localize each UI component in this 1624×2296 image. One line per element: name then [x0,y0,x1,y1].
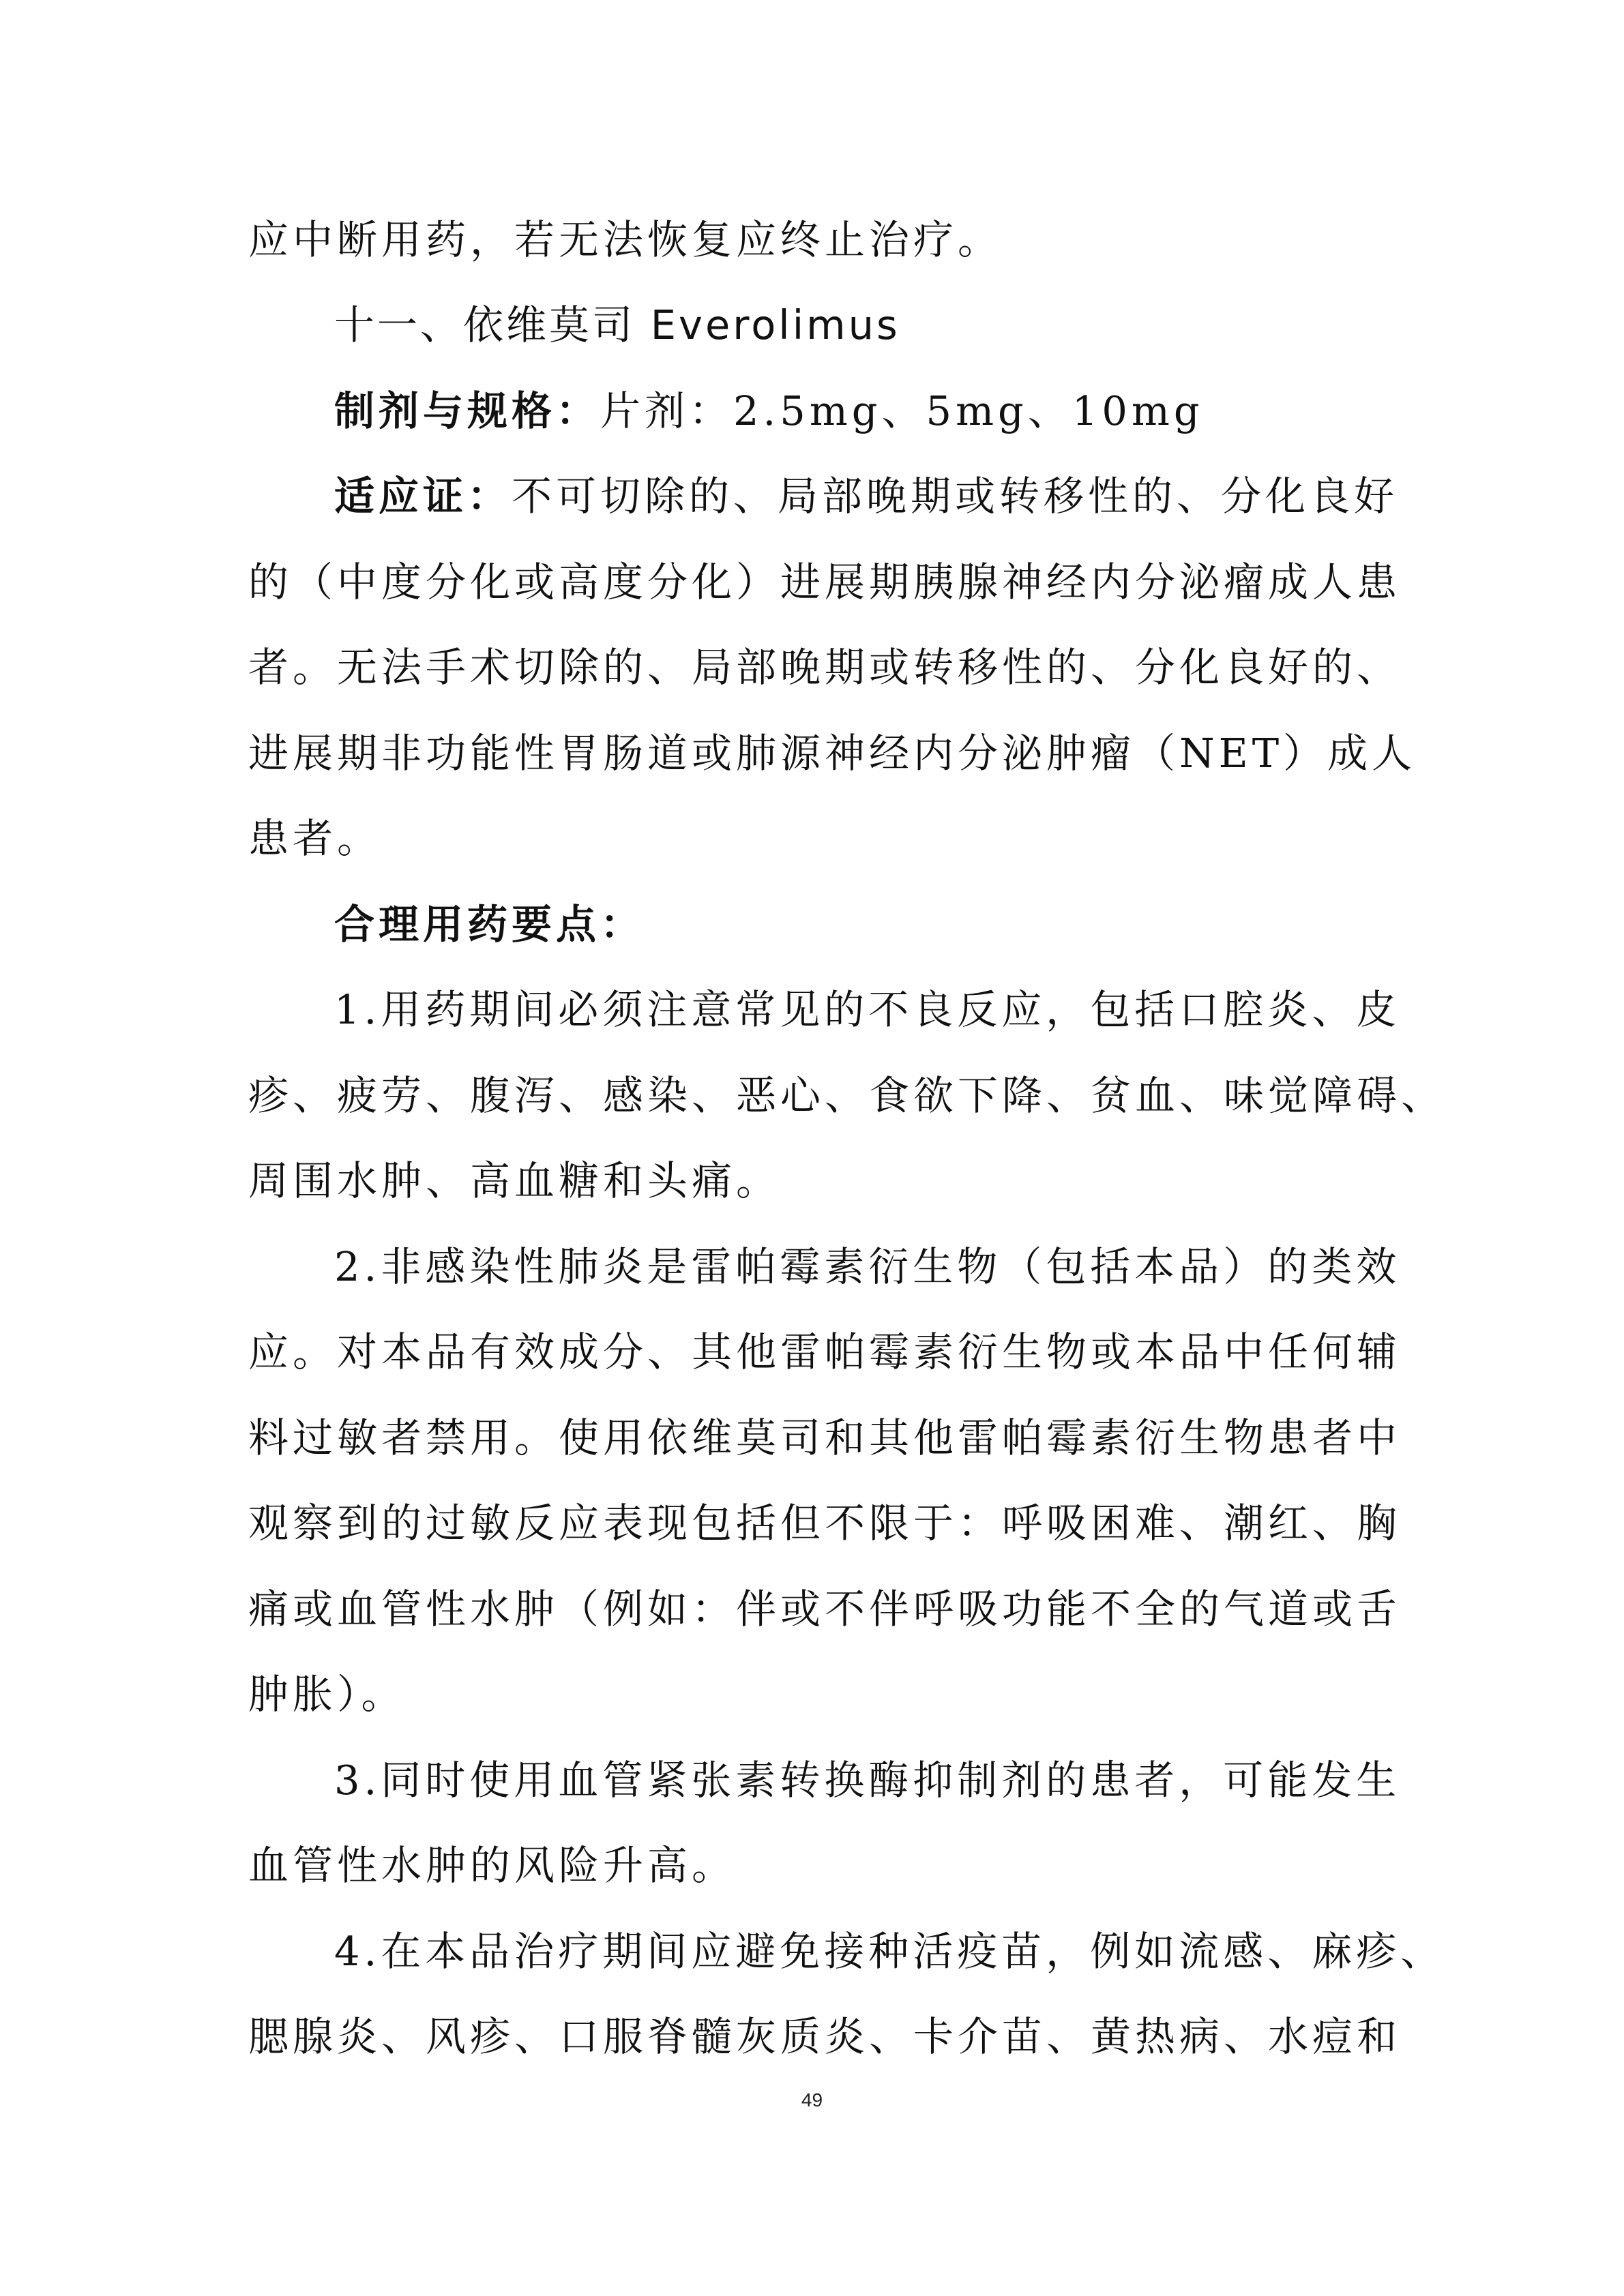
text-line: 应。对本品有效成分、其他雷帕霉素衍生物或本品中任何辅 [248,1328,1402,1375]
page-number: 49 [801,2089,823,2111]
text-line: 4.在本品治疗期间应避免接种活疫苗，例如流感、麻疹、 [334,1928,1445,1975]
text-line: 观察到的过敏反应表现包括但不限于：呼吸困难、潮红、胸 [248,1500,1402,1547]
text-line: 的（中度分化或高度分化）进展期胰腺神经内分泌瘤成人患 [248,558,1402,606]
text-line: 2.非感染性肺炎是雷帕霉素衍生物（包括本品）的类效 [334,1243,1401,1290]
text-line: 1.用药期间必须注意常见的不良反应，包括口腔炎、皮 [334,986,1401,1033]
text-line: 患者。 [248,815,382,862]
text-line: 肿胀）。 [248,1671,406,1718]
indication-line [334,469,1412,524]
text-line: 3.同时使用血管紧张素转换酶抑制剂的患者，可能发生 [334,1757,1401,1804]
spec-label: 制剂与规格： [334,387,601,434]
text-line: 疹、疲劳、腹泻、感染、恶心、食欲下降、贫血、味觉障碍、 [248,1072,1446,1119]
indication-text: 不可切除的、局部晚期或转移性的、分化良好 [512,473,1399,520]
text-line: 料过敏者禁用。使用依维莫司和其他雷帕霉素衍生物患者中 [248,1414,1402,1461]
section-heading: 十一、依维莫司 Everolimus [334,301,900,348]
key-points-heading: 合理用药要点： [334,901,645,948]
text-line: 者。无法手术切除的、局部晚期或转移性的、分化良好的、 [248,644,1402,691]
text-line: 周围水肿、高血糖和头痛。 [248,1157,781,1204]
spec-text: 片剂：2.5mg、5mg、10mg [600,387,1204,434]
text-line: 腮腺炎、风疹、口服脊髓灰质炎、卡介苗、黄热病、水痘和 [248,2013,1402,2060]
text-line: 痛或血管性水肿（例如：伴或不伴呼吸功能不全的气道或舌 [248,1585,1402,1632]
spec-line [334,384,1412,438]
text-line: 进展期非功能性胃肠道或肺源神经内分泌肿瘤（NET）成人 [248,730,1417,777]
indication-label: 适应证： [334,473,512,520]
text-line: 血管性水肿的风险升高。 [248,1842,737,1889]
text-line: 应中断用药，若无法恢复应终止治疗。 [248,216,1003,263]
